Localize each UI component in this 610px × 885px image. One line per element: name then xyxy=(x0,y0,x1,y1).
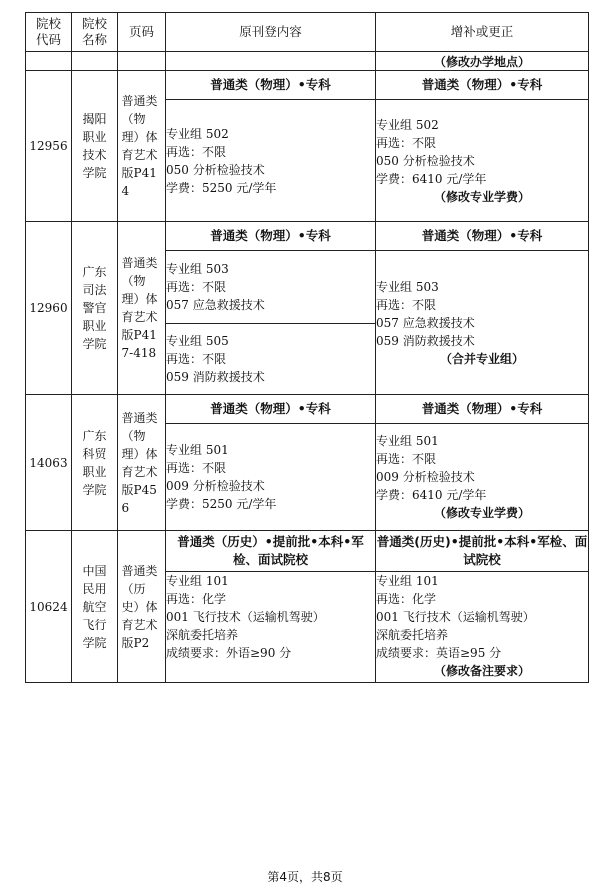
continuation-row xyxy=(26,52,589,71)
table-row xyxy=(26,71,589,100)
new-category: 普通类（物理）•专科 xyxy=(376,395,589,424)
header-code: 院校代码 xyxy=(26,13,72,52)
header-correction: 增补或更正 xyxy=(376,13,589,52)
orig-group: 专业组 502 再选：不限 050 分析检验技术 学费：5250 元/学年 xyxy=(166,100,376,222)
school-code: 12960 xyxy=(26,222,72,395)
header-original: 原刊登内容 xyxy=(166,13,376,52)
new-group: 专业组 101 再选：化学 001 飞行技术（运输机驾驶） 深航委托培养 成绩要求：英语≥95 分 （修改备注要求） xyxy=(376,572,589,683)
new-group: 专业组 501 再选：不限 009 分析检验技术 学费：6410 元/学年 （修改专业学费） xyxy=(376,424,589,531)
change-note: （合并专业组） xyxy=(439,351,524,366)
page-ref: 普通类（物理）体育艺术版P417-418 xyxy=(118,222,166,395)
orig-group: 专业组 501 再选：不限 009 分析检验技术 学费：5250 元/学年 xyxy=(166,424,376,531)
header-row xyxy=(26,13,589,52)
orig-category: 普通类（物理）•专科 xyxy=(166,222,376,251)
school-code: 10624 xyxy=(26,531,72,683)
page-footer: 第4页，共8页 xyxy=(267,870,343,884)
school-code: 14063 xyxy=(26,395,72,531)
orig-category: 普通类（物理）•专科 xyxy=(166,395,376,424)
page-ref: 普通类（物理）体育艺术版P414 xyxy=(118,71,166,222)
correction-table xyxy=(25,12,589,683)
orig-group: 专业组 505 再选：不限 059 消防救援技术 xyxy=(166,324,376,395)
change-note: （修改备注要求） xyxy=(433,664,530,678)
new-category: 普通类(历史)•提前批•本科•军检、面试院校 xyxy=(376,531,589,572)
school-name: 中国民用航空飞行学院 xyxy=(72,531,118,683)
new-group: 专业组 503 再选：不限 057 应急救援技术 059 消防救援技术 （合并专业组） xyxy=(376,251,589,395)
orig-category: 普通类（物理）•专科 xyxy=(166,71,376,100)
school-code: 12956 xyxy=(26,71,72,222)
header-page: 页码 xyxy=(118,13,166,52)
school-name: 揭阳职业技术学院 xyxy=(72,71,118,222)
table-row xyxy=(26,222,589,251)
page-ref: 普通类（历史）体育艺术版P2 xyxy=(118,531,166,683)
new-category: 普通类（物理）•专科 xyxy=(376,222,589,251)
change-note: （修改专业学费） xyxy=(433,506,530,520)
top-note: （修改办学地点） xyxy=(376,52,589,71)
new-category: 普通类（物理）•专科 xyxy=(376,71,589,100)
page-ref: 普通类（物理）体育艺术版P456 xyxy=(118,395,166,531)
orig-category: 普通类（历史）•提前批•本科•军检、面试院校 xyxy=(166,531,376,572)
new-group: 专业组 502 再选：不限 050 分析检验技术 学费：6410 元/学年 （修改专业学费） xyxy=(376,100,589,222)
table-row xyxy=(26,531,589,572)
table-row xyxy=(26,395,589,424)
orig-group: 专业组 503 再选：不限 057 应急救援技术 xyxy=(166,251,376,324)
orig-group: 专业组 101 再选：化学 001 飞行技术（运输机驾驶） 深航委托培养 成绩要求：外语≥90 分 xyxy=(166,572,376,683)
change-note: （修改专业学费） xyxy=(433,189,530,204)
school-name: 广东科贸职业学院 xyxy=(72,395,118,531)
school-name: 广东司法警官职业学院 xyxy=(72,222,118,395)
header-name: 院校名称 xyxy=(72,13,118,52)
